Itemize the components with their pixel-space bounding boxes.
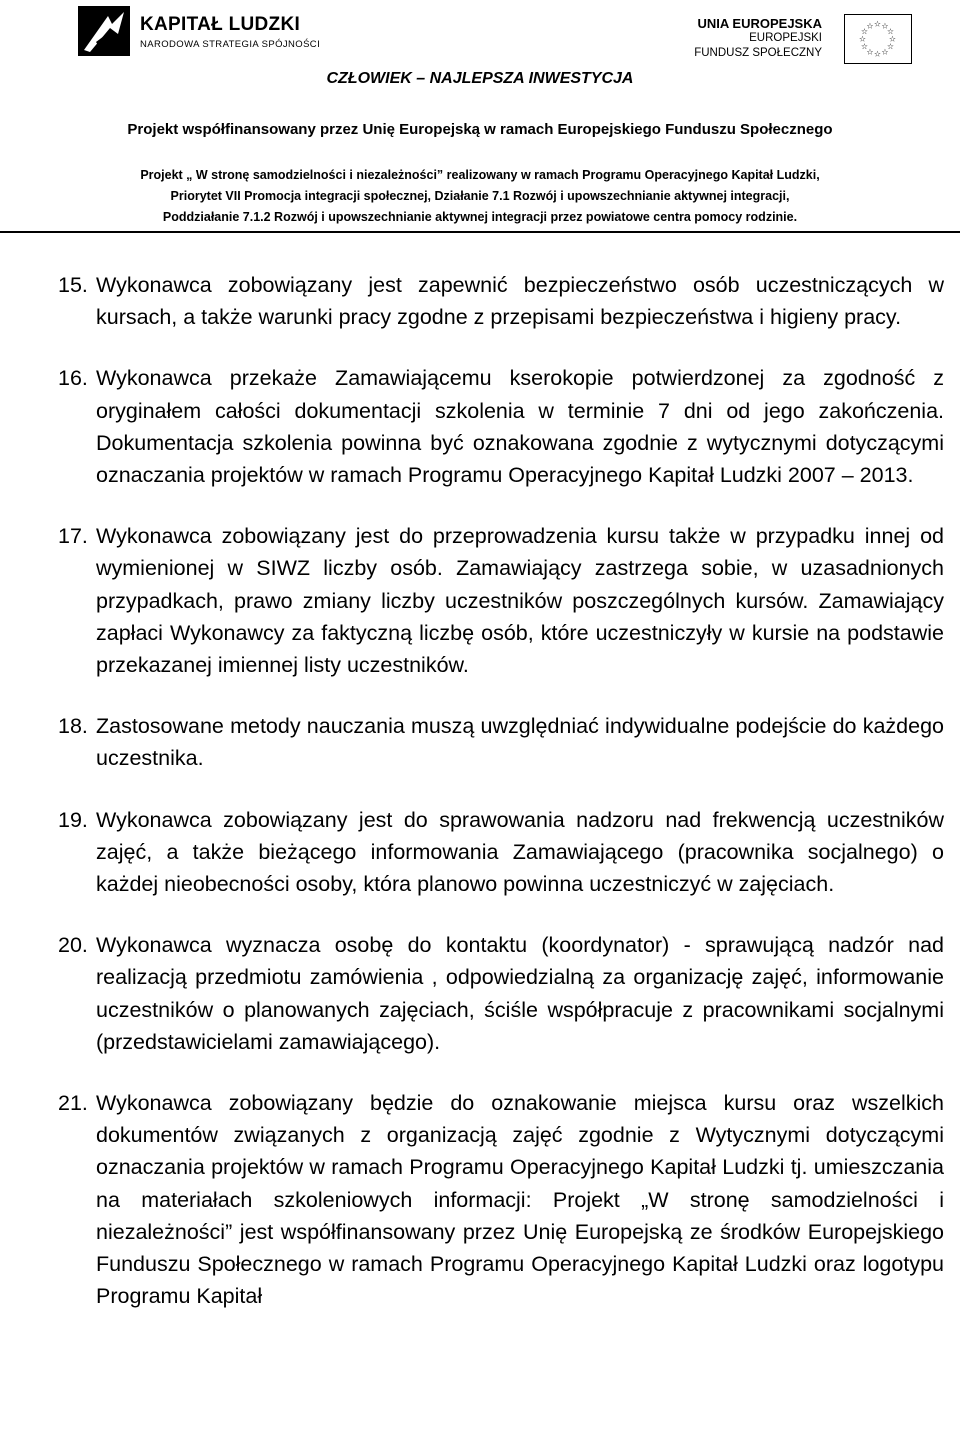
project-line: Priorytet VII Promocja integracji społecznej, Działanie 7.1 Rozwój i upowszechnianie aktywnej integracji, xyxy=(170,189,790,203)
project-line: Projekt „ W stronę samodzielności i niezależności” realizowany w ramach Programu Operacyjnego Kapitał Ludzki, xyxy=(140,168,820,182)
item-number: 15. xyxy=(58,273,88,297)
eu-star-icon: ☆ xyxy=(873,49,882,59)
item-number: 20. xyxy=(58,933,88,958)
item-number: 16. xyxy=(58,366,88,391)
header-tagline: CZŁOWIEK – NAJLEPSZA INWESTYCJA xyxy=(326,70,634,87)
eu-flag-icon xyxy=(844,14,912,64)
item-text: Wykonawca zobowiązany jest do przeprowadzenia kursu także w przypadku innej od wymienionej w SIWZ liczby osób. Zamawiający zastrzega sobie, w uzasadnionych przypadkach, prawo zmiany liczby uczestników poszczególnych kursów. Zamawiający zapłaci Wykonawcy za faktyczną liczbę osób, które uczestniczyły w kursie na podstawie przekazanej imiennej listy uczestników. xyxy=(96,524,944,678)
item-text: Wykonawca zobowiązany jest do sprawowania nadzoru nad frekwencją uczestników zajęć, a także bieżącego informowania Zamawiającego (pracownika socjalnego) o każdej nieobecności osoby, która planowo powinna uczestniczyć w zajęciach. xyxy=(96,807,944,897)
kapital-ludzki-arrow-icon xyxy=(78,6,130,56)
cofinancing-statement: Projekt współfinansowany przez Unię Europejską w ramach Europejskiego Funduszu Społecznego xyxy=(127,121,833,138)
project-description xyxy=(0,165,960,228)
list-item xyxy=(0,269,960,333)
item-number: 17. xyxy=(58,524,88,549)
kapital-ludzki-subtitle: NARODOWA STRATEGIA SPÓJNOŚCI xyxy=(140,39,321,50)
item-number: 18. xyxy=(58,714,88,739)
list-item xyxy=(0,362,960,491)
list-item xyxy=(0,1087,960,1312)
eu-logo-line3: FUNDUSZ SPOŁECZNY xyxy=(694,47,822,59)
eu-star-icon: ☆ xyxy=(866,47,874,57)
eu-star-icon: ☆ xyxy=(860,27,869,36)
eu-star-icon: ☆ xyxy=(858,34,867,44)
header-divider xyxy=(0,231,960,233)
document-header xyxy=(0,0,960,235)
item-text: Zastosowane metody nauczania muszą uwzględniać indywidualne podejście do każdego uczestnika. xyxy=(96,714,944,771)
project-line: Poddziałanie 7.1.2 Rozwój i upowszechnianie aktywnej integracji przez powiatowe centra pomocy rodzinie. xyxy=(162,210,798,224)
eu-star-icon: ☆ xyxy=(866,21,874,31)
eu-star-icon: ☆ xyxy=(860,42,869,51)
list-item xyxy=(0,520,960,681)
eu-logo-line1: UNIA EUROPEJSKA xyxy=(697,16,822,31)
eu-star-icon: ☆ xyxy=(881,47,889,57)
item-number: 21. xyxy=(58,1091,88,1116)
eu-star-icon: ☆ xyxy=(886,27,895,36)
eu-logo xyxy=(694,14,912,70)
item-text: Wykonawca zobowiązany będzie do oznakowanie miejsca kursu oraz wszelkich dokumentów związanych z organizacją zajęć zgodnie z Wytycznymi dotyczącymi oznaczania projektów w ramach Programu Operacyjnego Kapitał Ludzki tj. umieszczania na materiałach szkoleniowych informacji: Projekt „W stronę samodzielności i niezależności” jest współfinansowany przez Unię Europejską ze środków Europejskiego Funduszu Społecznego w ramach Programu Operacyjnego Kapitał Ludzki oraz logotypu Programu Kapitał xyxy=(96,1091,944,1309)
eu-star-icon: ☆ xyxy=(881,21,889,31)
eu-star-icon: ☆ xyxy=(886,42,895,51)
item-text: Wykonawca wyznacza osobę do kontaktu (koordynator) - sprawującą nadzór nad realizacją przedmiotu zamówienia , odpowiedzialną za organizację zajęć, informowanie uczestników o planowanych zajęciach, ściśle współpracuje z pracownikami socjalnymi (przedstawicielami zamawiającego). xyxy=(96,933,944,1054)
item-text: Wykonawca zobowiązany jest zapewnić bezpieczeństwo osób uczestniczących w kursach, a także warunki pracy zgodne z przepisami bezpieczeństwa i higieny pracy. xyxy=(96,273,944,330)
item-text: Wykonawca przekaże Zamawiającemu kserokopie potwierdzonej za zgodność z oryginałem całości dokumentacji szkolenia w terminie 7 dni od jego zakończenia. Dokumentacja szkolenia powinna być oznakowana zgodnie z wytycznymi dotyczącymi oznaczania projektów w ramach Programu Operacyjnego Kapitał Ludzki 2007 – 2013. xyxy=(96,366,944,488)
eu-star-icon: ☆ xyxy=(873,19,882,29)
eu-logo-line2: EUROPEJSKI xyxy=(749,32,822,44)
list-item xyxy=(0,804,960,901)
item-number: 19. xyxy=(58,807,88,832)
eu-logo-text xyxy=(694,16,822,61)
eu-star-icon: ☆ xyxy=(888,34,897,44)
kapital-ludzki-title: KAPITAŁ LUDZKI xyxy=(140,14,301,35)
list-item xyxy=(0,929,960,1058)
kapital-ludzki-logo xyxy=(78,6,321,56)
list-item xyxy=(0,710,960,774)
document-body xyxy=(0,269,960,1341)
